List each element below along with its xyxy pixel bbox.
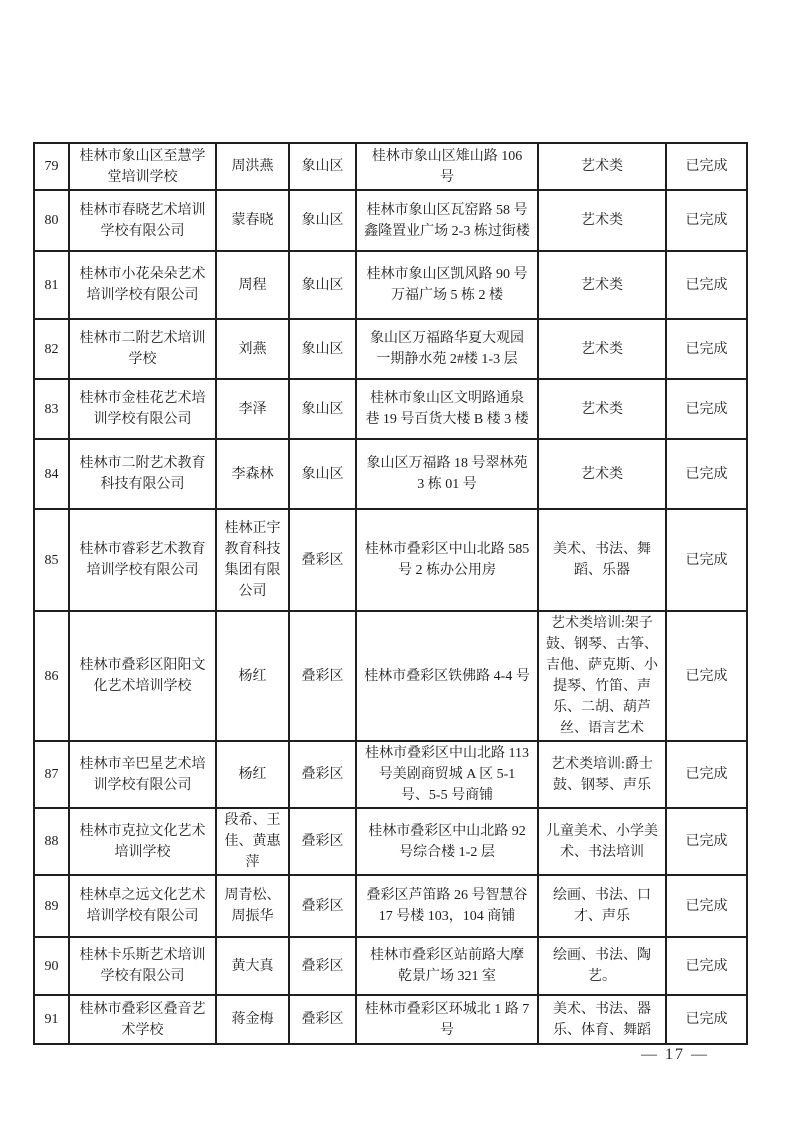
cell-address: 叠彩区芦笛路 26 号智慧谷 17 号楼 103，104 商铺 xyxy=(356,875,538,937)
cell-row-number: 79 xyxy=(34,143,69,190)
cell-address: 象山区万福路华夏大观园一期静水苑 2#楼 1-3 层 xyxy=(356,319,538,379)
cell-row-number: 87 xyxy=(34,741,69,808)
cell-row-number: 91 xyxy=(34,995,69,1044)
cell-status: 已完成 xyxy=(666,251,747,319)
cell-address: 桂林市叠彩区中山北路 92 号综合楼 1-2 层 xyxy=(356,808,538,875)
cell-status: 已完成 xyxy=(666,611,747,741)
cell-status: 已完成 xyxy=(666,509,747,611)
cell-address: 桂林市象山区雉山路 106 号 xyxy=(356,143,538,190)
cell-organizer-name: 杨红 xyxy=(216,611,289,741)
cell-row-number: 88 xyxy=(34,808,69,875)
cell-row-number: 84 xyxy=(34,439,69,509)
cell-school-name: 桂林卡乐斯艺术培训学校有限公司 xyxy=(69,937,216,995)
cell-district: 叠彩区 xyxy=(289,995,356,1044)
cell-school-name: 桂林市叠彩区阳阳文化艺术培训学校 xyxy=(69,611,216,741)
cell-district: 象山区 xyxy=(289,251,356,319)
cell-category: 美术、书法、器乐、体育、舞蹈 xyxy=(538,995,666,1044)
cell-address: 桂林市象山区文明路通泉巷 19 号百货大楼 B 楼 3 楼 xyxy=(356,379,538,439)
cell-status: 已完成 xyxy=(666,995,747,1044)
cell-school-name: 桂林市春晓艺术培训学校有限公司 xyxy=(69,190,216,251)
cell-organizer-name: 段希、王佳、黄惠萍 xyxy=(216,808,289,875)
cell-organizer-name: 李泽 xyxy=(216,379,289,439)
cell-organizer-name: 刘燕 xyxy=(216,319,289,379)
cell-school-name: 桂林市金桂花艺术培训学校有限公司 xyxy=(69,379,216,439)
cell-row-number: 85 xyxy=(34,509,69,611)
cell-school-name: 桂林市象山区至慧学堂培训学校 xyxy=(69,143,216,190)
table-row xyxy=(34,379,747,439)
cell-category: 艺术类 xyxy=(538,379,666,439)
cell-organizer-name: 蒋金梅 xyxy=(216,995,289,1044)
table-row xyxy=(34,251,747,319)
cell-status: 已完成 xyxy=(666,741,747,808)
cell-organizer-name: 杨红 xyxy=(216,741,289,808)
cell-school-name: 桂林市二附艺术培训学校 xyxy=(69,319,216,379)
cell-address: 桂林市叠彩区环城北 1 路 7 号 xyxy=(356,995,538,1044)
cell-address: 桂林市叠彩区中山北路 113 号美剧商贸城 A 区 5-1 号、5-5 号商铺 xyxy=(356,741,538,808)
cell-status: 已完成 xyxy=(666,319,747,379)
cell-organizer-name: 周洪燕 xyxy=(216,143,289,190)
cell-address: 象山区万福路 18 号翠林苑 3 栋 01 号 xyxy=(356,439,538,509)
cell-district: 象山区 xyxy=(289,439,356,509)
cell-row-number: 81 xyxy=(34,251,69,319)
cell-district: 叠彩区 xyxy=(289,937,356,995)
cell-status: 已完成 xyxy=(666,937,747,995)
table-row xyxy=(34,143,747,190)
cell-row-number: 83 xyxy=(34,379,69,439)
cell-category: 艺术类 xyxy=(538,439,666,509)
training-school-table xyxy=(33,142,748,1045)
cell-category: 艺术类 xyxy=(538,319,666,379)
cell-row-number: 86 xyxy=(34,611,69,741)
cell-district: 象山区 xyxy=(289,319,356,379)
cell-organizer-name: 蒙春晓 xyxy=(216,190,289,251)
cell-address: 桂林市象山区凯风路 90 号万福广场 5 栋 2 楼 xyxy=(356,251,538,319)
table-row xyxy=(34,190,747,251)
cell-status: 已完成 xyxy=(666,190,747,251)
cell-row-number: 90 xyxy=(34,937,69,995)
cell-category: 绘画、书法、口才、声乐 xyxy=(538,875,666,937)
cell-school-name: 桂林市叠彩区叠音艺术学校 xyxy=(69,995,216,1044)
cell-district: 叠彩区 xyxy=(289,808,356,875)
cell-address: 桂林市叠彩区铁佛路 4-4 号 xyxy=(356,611,538,741)
cell-status: 已完成 xyxy=(666,379,747,439)
table-row xyxy=(34,439,747,509)
cell-address: 桂林市叠彩区中山北路 585 号 2 栋办公用房 xyxy=(356,509,538,611)
cell-category: 艺术类培训:爵士鼓、钢琴、声乐 xyxy=(538,741,666,808)
table-row xyxy=(34,319,747,379)
cell-status: 已完成 xyxy=(666,439,747,509)
table-row xyxy=(34,808,747,875)
cell-school-name: 桂林市小花朵朵艺术培训学校有限公司 xyxy=(69,251,216,319)
cell-district: 象山区 xyxy=(289,190,356,251)
cell-district: 叠彩区 xyxy=(289,741,356,808)
table-row xyxy=(34,875,747,937)
cell-district: 象山区 xyxy=(289,143,356,190)
cell-row-number: 89 xyxy=(34,875,69,937)
cell-organizer-name: 桂林正宇教育科技集团有限公司 xyxy=(216,509,289,611)
cell-category: 美术、书法、舞蹈、乐器 xyxy=(538,509,666,611)
table-row xyxy=(34,611,747,741)
cell-status: 已完成 xyxy=(666,143,747,190)
table-row xyxy=(34,937,747,995)
cell-category: 儿童美术、小学美术、书法培训 xyxy=(538,808,666,875)
cell-school-name: 桂林卓之远文化艺术培训学校有限公司 xyxy=(69,875,216,937)
table-row xyxy=(34,741,747,808)
table-body xyxy=(34,143,747,1044)
page-number: — 17 — xyxy=(641,1046,709,1063)
cell-category: 绘画、书法、陶艺。 xyxy=(538,937,666,995)
cell-address: 桂林市叠彩区站前路大摩乾景广场 321 室 xyxy=(356,937,538,995)
cell-school-name: 桂林市二附艺术教育科技有限公司 xyxy=(69,439,216,509)
cell-district: 象山区 xyxy=(289,379,356,439)
cell-category: 艺术类 xyxy=(538,143,666,190)
cell-address: 桂林市象山区瓦窑路 58 号鑫隆置业广场 2-3 栋过街楼 xyxy=(356,190,538,251)
cell-district: 叠彩区 xyxy=(289,509,356,611)
cell-school-name: 桂林市辛巴星艺术培训学校有限公司 xyxy=(69,741,216,808)
cell-organizer-name: 周程 xyxy=(216,251,289,319)
cell-row-number: 80 xyxy=(34,190,69,251)
cell-organizer-name: 李森林 xyxy=(216,439,289,509)
cell-status: 已完成 xyxy=(666,808,747,875)
cell-school-name: 桂林市克拉文化艺术培训学校 xyxy=(69,808,216,875)
cell-district: 叠彩区 xyxy=(289,875,356,937)
cell-category: 艺术类 xyxy=(538,190,666,251)
cell-category: 艺术类 xyxy=(538,251,666,319)
cell-category: 艺术类培训:架子鼓、钢琴、古筝、吉他、萨克斯、小提琴、竹笛、声乐、二胡、葫芦丝、语言艺术 xyxy=(538,611,666,741)
table-row xyxy=(34,509,747,611)
cell-row-number: 82 xyxy=(34,319,69,379)
cell-organizer-name: 黄大真 xyxy=(216,937,289,995)
cell-status: 已完成 xyxy=(666,875,747,937)
cell-organizer-name: 周青松、周振华 xyxy=(216,875,289,937)
table-row xyxy=(34,995,747,1044)
cell-district: 叠彩区 xyxy=(289,611,356,741)
cell-school-name: 桂林市睿彩艺术教育培训学校有限公司 xyxy=(69,509,216,611)
